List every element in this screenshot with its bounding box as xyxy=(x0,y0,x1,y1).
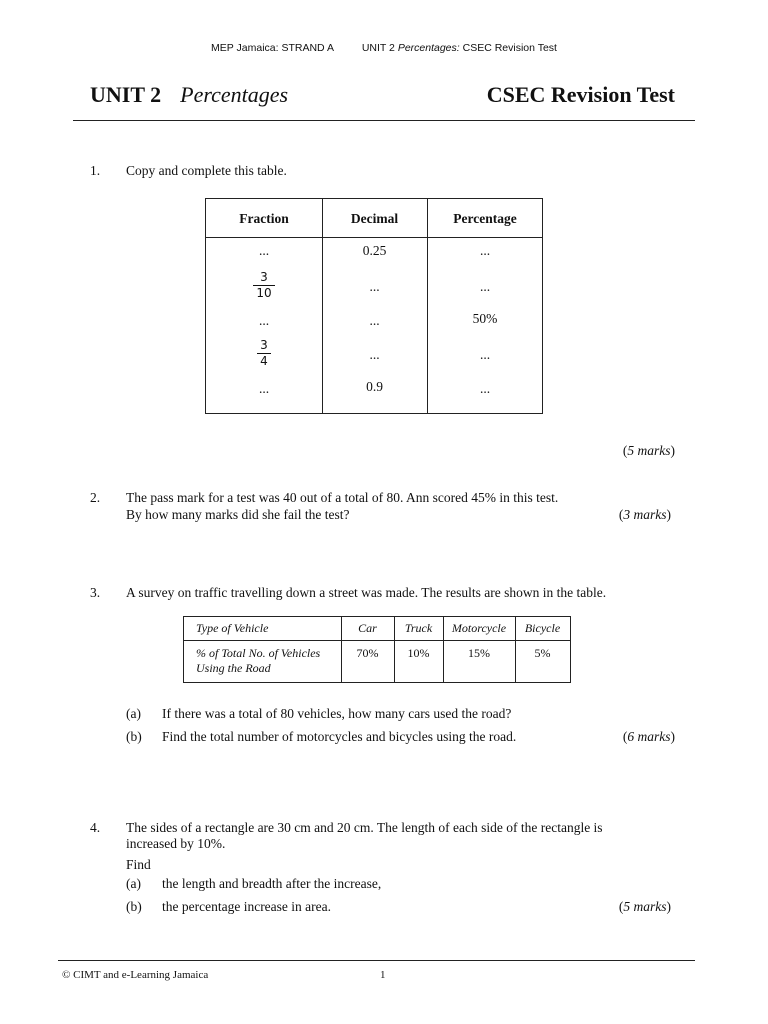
q4-marks: (5 marks) xyxy=(618,899,671,914)
title-unit: UNIT 2 xyxy=(90,82,162,107)
running-header xyxy=(0,42,768,54)
q2-line2: By how many marks did she fail the test? xyxy=(126,507,350,522)
title-test-name: CSEC Revision Test xyxy=(486,82,675,107)
q4-line1: The sides of a rectangle are 30 cm and 20 cm. The length of each side of the rectangle is xyxy=(126,820,603,835)
fraction xyxy=(257,339,271,368)
table-cell: ... xyxy=(479,243,491,258)
table-cell: ... xyxy=(369,347,380,362)
conversion-table xyxy=(205,198,543,414)
table-cell: ... xyxy=(369,313,380,328)
q4b-text: the percentage increase in area. xyxy=(162,899,332,914)
table-cell: ... xyxy=(258,313,270,328)
table-cell: 0.9 xyxy=(366,379,383,394)
page-title xyxy=(90,82,288,108)
q1-marks: (5 marks) xyxy=(622,443,675,458)
q4-line2: increased by 10%. xyxy=(126,836,226,851)
page-number: 1 xyxy=(380,969,386,981)
fraction-numerator: 3 xyxy=(253,271,274,286)
title-topic: Percentages xyxy=(180,82,289,107)
table-cell: ... xyxy=(479,381,491,396)
q4a-label: (a) xyxy=(126,876,141,891)
q3-number: 3. xyxy=(90,585,101,600)
fraction-denominator: 10 xyxy=(256,286,272,300)
fraction xyxy=(253,271,274,300)
table-cell: ... xyxy=(479,279,491,294)
q3-marks: (6 marks) xyxy=(622,729,675,744)
q1-number: 1. xyxy=(90,163,101,178)
header-unit: UNIT 2 xyxy=(361,42,395,54)
vehicle-car: Car xyxy=(358,621,377,635)
q2-line1: The pass mark for a test was 40 out of a total of 80. Ann scored 45% in this test. xyxy=(126,490,559,505)
vehicle-survey-table xyxy=(183,616,571,683)
vehicle-motorcycle: Motorcycle xyxy=(451,621,507,635)
q2-number: 2. xyxy=(90,490,101,505)
title-divider xyxy=(73,120,695,121)
header-percentage: Percentage xyxy=(453,211,517,226)
header-topic: Percentages: xyxy=(397,42,460,54)
q2-marks: (3 marks) xyxy=(618,507,671,522)
q4-find: Find xyxy=(126,857,151,872)
table-cell: ... xyxy=(369,279,380,294)
header-test: CSEC Revision Test xyxy=(462,42,557,54)
percentage-row-label: % of Total No. of Vehicles xyxy=(196,646,321,660)
q3-text: A survey on traffic travelling down a street was made. The results are shown in the table. xyxy=(126,585,607,600)
q4a-text: the length and breadth after the increase, xyxy=(162,876,382,891)
header-fraction: Fraction xyxy=(239,211,289,226)
header-strand: MEP Jamaica: STRAND A xyxy=(211,42,334,54)
footer-copyright: © CIMT and e-Learning Jamaica xyxy=(62,969,209,981)
table-cell: ... xyxy=(258,381,270,396)
percentage-truck: 10% xyxy=(407,646,430,660)
q3b-text: Find the total number of motorcycles and bicycles using the road. xyxy=(162,729,517,744)
table-cell: ... xyxy=(479,347,491,362)
table-header-rule xyxy=(206,237,542,238)
header-decimal: Decimal xyxy=(350,211,399,226)
vehicle-type-label: Type of Vehicle xyxy=(196,621,269,635)
q4-number: 4. xyxy=(90,820,101,835)
percentage-motorcycle: 15% xyxy=(468,646,490,660)
q1-text: Copy and complete this table. xyxy=(126,163,287,178)
percentage-row-label-cont: Using the Road xyxy=(196,661,271,675)
table-cell: 0.25 xyxy=(362,243,387,258)
table-row-rule xyxy=(184,640,570,641)
vehicle-truck: Truck xyxy=(404,621,433,635)
vehicle-bicycle: Bicycle xyxy=(524,621,561,635)
fraction-cell xyxy=(206,339,322,369)
fraction-denominator: 4 xyxy=(260,354,268,368)
q3a-text: If there was a total of 80 vehicles, how many cars used the road? xyxy=(162,706,512,721)
q3b-label: (b) xyxy=(126,729,142,744)
q4b-label: (b) xyxy=(126,899,142,914)
footer-divider xyxy=(58,960,695,961)
fraction-numerator: 3 xyxy=(257,339,271,354)
percentage-bicycle: 5% xyxy=(534,646,551,660)
table-cell: ... xyxy=(258,243,270,258)
percentage-car: 70% xyxy=(356,646,379,660)
fraction-cell xyxy=(206,271,322,301)
q3a-label: (a) xyxy=(126,706,141,721)
table-cell: 50% xyxy=(472,311,498,326)
